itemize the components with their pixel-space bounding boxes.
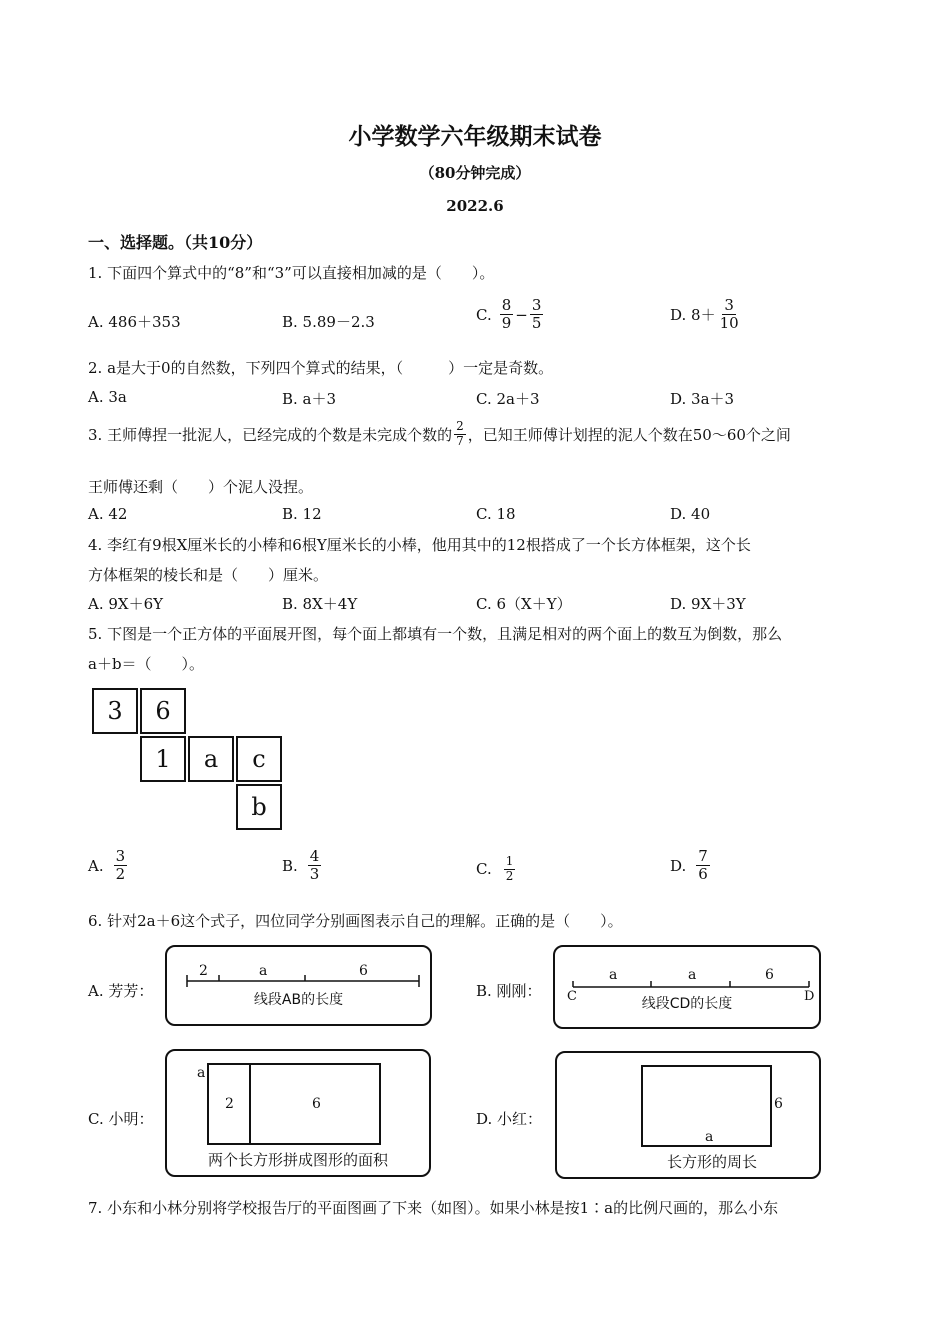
width-label: 6 [312,1096,321,1112]
q4-option-c: C. 6（X＋Y） [476,595,572,613]
segment-diagram [555,947,819,1027]
q5-option-c [476,855,517,884]
segment-label: 6 [765,967,774,983]
question-2-stem: 2. a是大于0的自然数，下列四个算式的结果，（ ）一定是奇数。 [88,359,554,377]
segment-label: 2 [199,963,208,979]
q6-option-a-label: A. 芳芳： [88,982,154,1000]
fraction [500,297,514,333]
q5-option-d [670,848,712,884]
q6-diagram-a [165,945,432,1026]
denominator: 3 [309,865,320,884]
numerator: 1 [505,854,514,868]
operator: − [515,305,528,324]
numerator: 3 [724,296,734,314]
width-label: a [705,1129,714,1145]
segment-label: 6 [359,963,368,979]
page-title: 小学数学六年级期末试卷 [348,123,602,150]
net-cell: 1 [140,736,186,782]
cube-net [92,688,288,836]
question-6-stem: 6. 针对2a＋6这个式子，四位同学分别画图表示自己的理解。正确的是（ ）。 [88,912,623,930]
question-1-stem: 1. 下面四个算式中的“8”和“3”可以直接相加减的是（ ）。 [88,264,495,282]
diagram-caption: 线段CD的长度 [641,996,733,1012]
q3-option-d: D. 40 [670,505,711,523]
width-label: 2 [225,1096,234,1112]
fraction [718,297,741,333]
fraction [454,420,466,449]
q4-option-b: B. 8X＋4Y [282,595,358,613]
q2-option-d: D. 3a＋3 [670,390,735,408]
question-3-stem [88,420,791,449]
denominator: 7 [456,433,464,448]
numerator: 8 [501,296,512,314]
q6-diagram-c [165,1049,431,1177]
question-4-line2: 方体框架的棱长和是（ ）厘米。 [88,566,329,584]
denominator: 2 [505,868,514,883]
section-title: 一、选择题。（共10分） [88,233,263,252]
q1-option-a: A. 486＋353 [88,313,181,331]
question-7-line1: 7. 小东和小林分别将学校报告厅的平面图画了下来（如图）。如果小林是按1∶a的比例尺画的，那么小东 [88,1199,779,1217]
diagram-caption: 两个长方形拼成图形的面积 [207,1151,388,1169]
q5-option-a [88,848,129,884]
exam-duration: （80分钟完成） [419,164,531,182]
numerator: 4 [309,847,320,865]
option-label: A. [88,856,104,875]
segment-label: a [688,967,697,983]
q6-option-c-label: C. 小明： [88,1110,154,1128]
question-5-line2: a＋b＝（ ）。 [88,655,205,673]
side-label: a [197,1065,206,1081]
q2-option-a: A. 3a [88,388,127,406]
q5-option-b [282,848,323,884]
denominator: 2 [115,865,126,884]
net-cell: b [236,784,282,830]
question-5-line1: 5. 下图是一个正方体的平面展开图，每个面上都填有一个数，且满足相对的两个面上的数互为倒数，那么 [88,625,783,643]
q1-c-label: C. [476,305,492,324]
net-cell: c [236,736,282,782]
q6-option-b-label: B. 刚刚： [476,982,542,1000]
net-cell: 6 [140,688,186,734]
denominator: 10 [719,314,739,333]
q1-option-b: B. 5.89－2.3 [282,313,375,331]
q3-option-a: A. 42 [88,505,128,523]
net-cell: a [188,736,234,782]
exam-date: 2022.6 [446,197,504,215]
fraction [530,297,544,333]
fraction [504,855,516,884]
numerator: 7 [698,847,708,865]
segment-label: a [259,963,268,979]
segment-label: a [609,967,618,983]
denominator: 6 [698,865,708,884]
q2-option-b: B. a＋3 [282,390,337,408]
numerator: 2 [456,419,464,433]
q3-option-b: B. 12 [282,505,322,523]
question-3-line2: 王师傅还剩（ ）个泥人没捏。 [88,478,314,496]
q4-option-a: A. 9X＋6Y [88,595,164,613]
diagram-caption: 长方形的周长 [666,1153,757,1171]
q3-text: 3. 王师傅捏一批泥人，已经完成的个数是未完成个数的 [88,425,453,444]
q1-option-d [670,297,743,333]
segment-diagram [167,947,430,1024]
diagram-caption: 线段AB的长度 [253,992,344,1008]
question-4-line1: 4. 李红有9根X厘米长的小棒和6根Y厘米长的小棒，他用其中的12根搭成了一个长方体框架，这个长 [88,536,751,554]
denominator: 5 [531,314,542,333]
option-label: C. [476,860,492,879]
fraction [696,848,710,884]
denominator: 9 [501,314,512,333]
q6-diagram-d [555,1051,821,1179]
option-label: D. [670,856,687,875]
q4-option-d: D. 9X＋3Y [670,595,746,613]
fraction [308,848,322,884]
q6-diagram-b [553,945,821,1029]
numerator: 3 [531,296,542,314]
q2-option-c: C. 2a＋3 [476,390,540,408]
net-cell: 3 [92,688,138,734]
fraction [114,848,128,884]
q3-option-c: C. 18 [476,505,516,523]
numerator: 3 [115,847,126,865]
height-label: 6 [774,1096,783,1112]
endpoint-label: C [567,989,577,1004]
option-label: B. [282,856,298,875]
q3-text: ，已知王师傅计划捏的泥人个数在50～60个之间 [467,425,791,444]
endpoint-label: D [804,989,815,1004]
q1-d-label: D. 8＋ [670,306,716,325]
q1-option-c [476,297,545,333]
q6-option-d-label: D. 小红： [476,1110,543,1128]
